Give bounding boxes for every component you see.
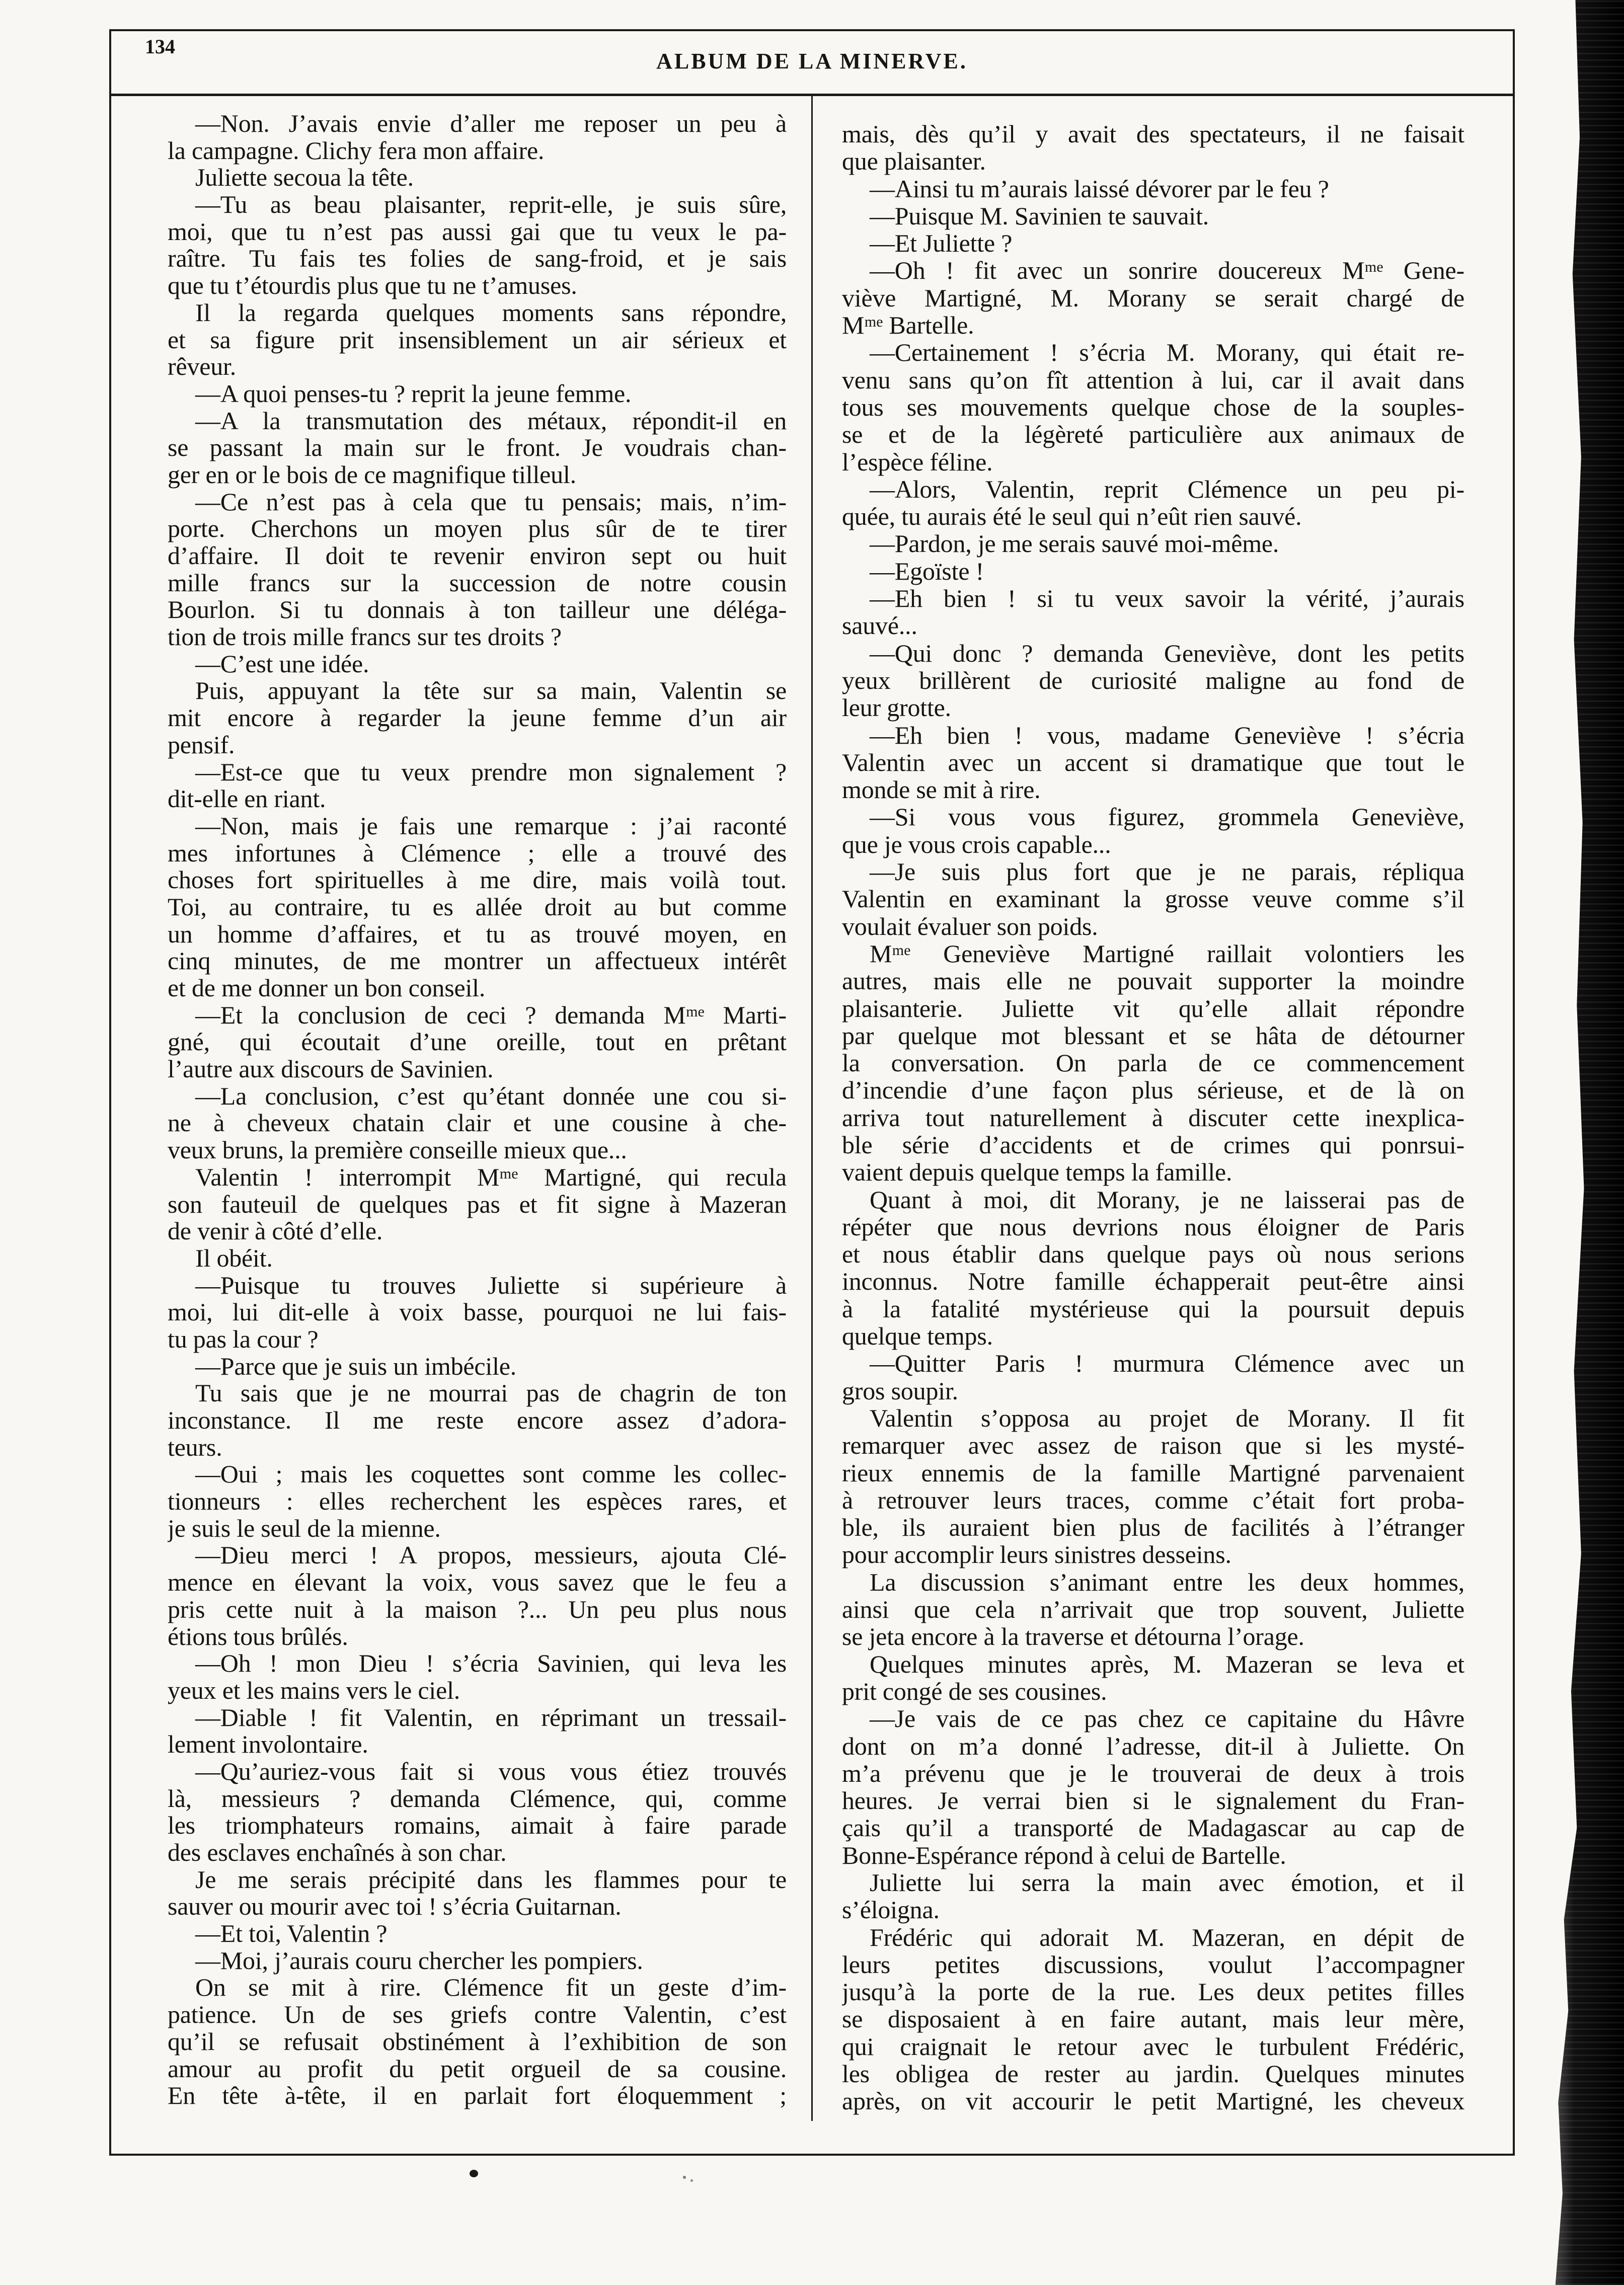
text-line: gné, qui écoutait d’une oreille, tout en prêtant (168, 1028, 787, 1056)
text-line: —La conclusion, c’est qu’étant donnée une cou si- (195, 1081, 787, 1110)
ink-speck (683, 2176, 686, 2179)
text-line: yeux brillèrent de curiosité maligne au fond de (842, 666, 1464, 694)
text-line: Quant à moi, dit Morany, je ne laisserai pas de (870, 1185, 1464, 1214)
text-line: —A la transmutation des métaux, répondit-il en (195, 406, 787, 435)
text-line: un homme d’affaires, et tu as trouvé moyen, en (168, 919, 787, 948)
text-line: moi, lui dit-elle à voix basse, pourquoi ne lui fais- (168, 1298, 787, 1326)
text-line: sauvé... (842, 611, 917, 640)
text-line: par quelque mot blessant et se hâta de détourner (842, 1021, 1464, 1050)
text-line: —A quoi penses-tu ? reprit la jeune femme. (195, 379, 632, 408)
text-line: tionneurs : elles recherchent les espèces rares, et (168, 1487, 787, 1516)
text-line: —Oh ! fit avec un sonrire doucereux Mᵐᵉ Gene- (870, 256, 1464, 285)
text-line: se disposaient à en faire autant, mais leur mère, (842, 2005, 1464, 2033)
text-line: yeux et les mains vers le ciel. (168, 1676, 460, 1704)
text-line: lement involontaire. (168, 1730, 368, 1759)
text-line: à retrouver leurs traces, comme c’était fort proba- (842, 1485, 1464, 1514)
text-line: patience. Un de ses griefs contre Valentin, c’est (168, 2000, 787, 2029)
text-line: tous ses mouvements quelque chose de la souples- (842, 392, 1464, 421)
paragraph (168, 1704, 787, 1758)
text-line: mille francs sur la succession de notre cousin (168, 568, 787, 597)
text-line: répéter que nous devrions nous éloigner de Paris (842, 1212, 1464, 1241)
text-line: —Et la conclusion de ceci ? demanda Mᵐᵉ Marti- (195, 1000, 787, 1029)
text-line: veux bruns, la première conseille mieux que... (168, 1136, 627, 1164)
text-line: des esclaves enchaînés à son char. (168, 1838, 507, 1866)
text-line: —Certainement ! s’écria M. Morany, qui était re- (870, 338, 1464, 367)
text-line: la campagne. Clichy fera mon affaire. (168, 136, 545, 165)
text-line: —C’est une idée. (195, 649, 369, 678)
text-line: leur grotte. (842, 693, 951, 722)
text-line: venu sans qu’on fît attention à lui, car il avait dans (842, 365, 1464, 394)
paragraph (842, 1350, 1464, 1404)
text-line: la conversation. On parla de ce commencement (842, 1049, 1464, 1077)
text-line: étions tous brûlés. (168, 1622, 348, 1650)
text-line: Valentin s’opposa au projet de Morany. Il fit (870, 1403, 1464, 1432)
text-line: Mᵐᵉ Bartelle. (842, 311, 974, 340)
frame-bottom-rule (109, 2154, 1515, 2156)
text-line: —Puisque M. Savinien te sauvait. (870, 201, 1209, 230)
scan-edge (1553, 0, 1624, 2285)
text-line: —Oui ; mais les coquettes sont comme les collec- (195, 1460, 787, 1488)
text-line: —Diable ! fit Valentin, en réprimant un tressail- (195, 1703, 787, 1731)
text-line: —Et toi, Valentin ? (195, 1919, 388, 1948)
paragraph (842, 476, 1464, 530)
text-line: pris cette nuit à la maison ?... Un peu plus nous (168, 1595, 787, 1623)
text-line: teurs. (168, 1433, 222, 1461)
text-line: mence en élevant la voix, vous savez que le feu a (168, 1568, 787, 1597)
text-line: m’a prévenu que je le trouverai de deux à trois (842, 1759, 1464, 1787)
text-line: —Alors, Valentin, reprit Clémence un peu pi- (870, 475, 1464, 503)
paragraph (168, 1542, 787, 1650)
paragraph (842, 120, 1464, 175)
text-line: tu pas la cour ? (168, 1324, 319, 1353)
page-number: 134 (145, 35, 175, 58)
text-line: choses fort spirituelles à me dire, mais voilà tout. (168, 865, 787, 894)
text-line: En tête à-tête, il en parlait fort éloquemment ; (168, 2081, 787, 2110)
text-line: monde se mit à rire. (842, 775, 1041, 804)
text-line: moi, que tu n’est pas aussi gai que tu veux le pa- (168, 217, 787, 246)
text-line: Mᵐᵉ Geneviève Martigné raillait volontiers les (870, 939, 1464, 968)
text-line: —Pardon, je me serais sauvé moi-même. (870, 529, 1279, 558)
ink-speck (690, 2179, 693, 2182)
text-line: Il obéit. (195, 1243, 273, 1272)
paragraph (168, 1947, 787, 1975)
paragraph (842, 640, 1464, 722)
text-line: Quelques minutes après, M. Mazeran se leva et (870, 1649, 1464, 1678)
text-line: —Et Juliette ? (870, 229, 1013, 258)
right-column (842, 120, 1464, 2133)
text-line: les obligea de rester au jardin. Quelques minutes (842, 2060, 1464, 2088)
paragraph (168, 1380, 787, 1461)
text-line: Je me serais précipité dans les flammes pour te (195, 1865, 787, 1894)
text-line: —Est-ce que tu veux prendre mon signalement ? (195, 757, 787, 786)
text-line: se jeta encore à la traverse et détourna l’orage. (842, 1622, 1304, 1651)
text-line: viève Martigné, M. Morany se serait chargé de (842, 283, 1464, 312)
text-line: Valentin en examinant la grosse veuve comme s’il (842, 885, 1464, 913)
text-line: Juliette secoua la tête. (195, 163, 414, 192)
text-line: ne à cheveux chatain clair et une cousine à che- (168, 1109, 787, 1137)
paragraph (842, 585, 1464, 640)
paragraph (168, 1920, 787, 1947)
text-line: qu’il se refusait obstinément à l’exhibition de son (168, 2027, 787, 2056)
paragraph (168, 1974, 787, 2109)
text-line: quée, tu aurais été le seul qui n’eût rien sauvé. (842, 502, 1302, 531)
ink-speck (470, 2170, 478, 2177)
text-line: —Ce n’est pas à cela que tu pensais; mais, n’im- (195, 487, 787, 516)
text-line: tion de trois mille francs sur tes droits ? (168, 622, 562, 651)
text-line: —Puisque tu trouves Juliette si supérieure à (195, 1271, 787, 1299)
paragraph (168, 299, 787, 380)
paragraph (168, 1461, 787, 1542)
text-line: —Moi, j’aurais couru chercher les pompiers. (195, 1946, 643, 1975)
paragraph (168, 408, 787, 489)
frame-left-rule (109, 29, 111, 2156)
text-line: Puis, appuyant la tête sur sa main, Valentin se (195, 676, 787, 705)
text-line: —Je vais de ce pas chez ce capitaine du Hâvre (870, 1704, 1464, 1733)
text-line: pensif. (168, 730, 235, 759)
paragraph (168, 813, 787, 1002)
text-line: La discussion s’animant entre les deux hommes, (870, 1567, 1464, 1596)
text-line: je suis le seul de la mienne. (168, 1514, 441, 1542)
text-line: raître. Tu fais tes folies de sang-froid, et je sais (168, 244, 787, 273)
column-divider (811, 96, 813, 2121)
text-line: —Egoïste ! (870, 557, 984, 585)
text-line: dont on m’a donné l’adresse, dit-il à Juliette. On (842, 1731, 1464, 1760)
paragraph (842, 1869, 1464, 1924)
paragraph (842, 1924, 1464, 2115)
text-line: autres, mais elle ne pouvait supporter la moindre (842, 967, 1464, 995)
text-line: rieux ennemis de la famille Martigné parvenaient (842, 1458, 1464, 1487)
paragraph (168, 677, 787, 758)
left-column (168, 110, 787, 2128)
paragraph (842, 858, 1464, 940)
text-line: Valentin ! interrompit Mᵐᵉ Martigné, qui recula (195, 1162, 787, 1191)
paragraph (168, 110, 787, 164)
text-line: —Eh bien ! si tu veux savoir la vérité, j’aurais (870, 584, 1464, 613)
text-line: après, on vit accourir le petit Martigné, les cheveux (842, 2087, 1464, 2115)
text-line: son fauteuil de quelques pas et fit signe à Mazeran (168, 1190, 787, 1218)
text-line: ble série d’accidents et de crimes qui ponrsui- (842, 1130, 1464, 1159)
text-line: —Qu’auriez-vous fait si vous vous étiez trouvés (195, 1757, 787, 1785)
text-line: heures. Je verrai bien si le signalement du Fran- (842, 1786, 1464, 1815)
text-line: l’autre aux discours de Savinien. (168, 1055, 494, 1083)
paragraph (168, 1758, 787, 1866)
text-line: là, messieurs ? demanda Clémence, qui, comme (168, 1784, 787, 1813)
paragraph (842, 530, 1464, 557)
paragraph (842, 257, 1464, 339)
paragraph (842, 803, 1464, 858)
paragraph (842, 175, 1464, 202)
paragraph (168, 164, 787, 191)
text-line: —Parce que je suis un imbécile. (195, 1352, 517, 1380)
text-line: et de me donner un bon conseil. (168, 974, 486, 1002)
text-line: se et de la légèreté particulière aux animaux de (842, 420, 1464, 449)
text-line: Frédéric qui adorait M. Mazeran, en dépit de (870, 1923, 1464, 1951)
paragraph (842, 1186, 1464, 1350)
text-line: —Ainsi tu m’aurais laissé dévorer par le feu ? (870, 174, 1329, 203)
text-line: les triomphateurs romains, aimait à faire parade (168, 1811, 787, 1840)
text-line: Toi, au contraire, tu es allée droit au but comme (168, 892, 787, 921)
paragraph (168, 1866, 787, 1920)
text-line: leurs petites discussions, voulut l’accompagner (842, 1950, 1464, 1979)
paragraph (168, 380, 787, 408)
paragraph (842, 940, 1464, 1186)
text-line: Bonne-Espérance répond à celui de Bartelle. (842, 1841, 1286, 1869)
text-line: ger en or le bois de ce magnifique tilleul. (168, 460, 576, 489)
text-line: çais qu’il a transporté de Madagascar au cap de (842, 1814, 1464, 1842)
text-line: Juliette lui serra la main avec émotion, et il (870, 1868, 1464, 1897)
text-line: porte. Cherchons un moyen plus sûr de te tirer (168, 514, 787, 543)
text-line: que je vous crois capable... (842, 830, 1111, 858)
paragraph (842, 229, 1464, 257)
text-line: —Je suis plus fort que je ne parais, répliqua (870, 857, 1464, 886)
text-line: inconstance. Il me reste encore assez d’adora- (168, 1406, 787, 1434)
text-line: d’affaire. Il doit te revenir environ sept ou huit (168, 541, 787, 570)
text-line: gros soupir. (842, 1376, 958, 1405)
text-line: que plaisanter. (842, 147, 986, 176)
text-line: —Dieu merci ! A propos, messieurs, ajouta Clé- (195, 1541, 787, 1569)
text-line: que tu t’étourdis plus que tu ne t’amuses. (168, 271, 577, 300)
text-line: dit-elle en riant. (168, 784, 326, 813)
paragraph (168, 1353, 787, 1380)
paragraph (168, 489, 787, 651)
text-line: Il la regarda quelques moments sans répondre, (195, 298, 787, 327)
text-line: Bourlon. Si tu donnais à ton tailleur une déléga- (168, 595, 787, 624)
text-line: ble, ils auraient bien plus de facilités à l’étranger (842, 1513, 1464, 1542)
text-line: On se mit à rire. Clémence fit un geste d’im- (195, 1973, 787, 2002)
text-line: —Quitter Paris ! murmura Clémence avec un (870, 1349, 1464, 1378)
text-line: à la fatalité mystérieuse qui la poursuit depuis (842, 1294, 1464, 1323)
text-line: Tu sais que je ne mourrai pas de chagrin de ton (195, 1379, 787, 1407)
text-line: et nous établir dans quelque pays où nous serions (842, 1240, 1464, 1269)
text-line: mit encore à regarder la jeune femme d’un air (168, 703, 787, 732)
text-line: quelque temps. (842, 1322, 993, 1351)
text-line: —Qui donc ? demanda Geneviève, dont les petits (870, 639, 1464, 667)
text-line: arriva tout naturellement à discuter cette inexplica- (842, 1103, 1464, 1132)
paragraph (168, 1083, 787, 1164)
frame-top-rule (109, 29, 1515, 31)
paragraph (168, 1272, 787, 1353)
text-line: rêveur. (168, 352, 237, 381)
text-line: qui craignait le retour avec le turbulent Frédéric, (842, 2032, 1464, 2061)
text-line: Valentin avec un accent si dramatique que tout le (842, 748, 1464, 776)
text-line: de venir à côté d’elle. (168, 1217, 383, 1245)
paragraph (842, 202, 1464, 229)
frame-right-rule (1513, 29, 1515, 2156)
paragraph (168, 191, 787, 299)
text-line: mais, dès qu’il y avait des spectateurs, il ne faisait (842, 120, 1464, 148)
text-line: —Tu as beau plaisanter, reprit-elle, je suis sûre, (195, 190, 787, 219)
text-line: plaisanterie. Juliette vit qu’elle allait répondre (842, 994, 1464, 1022)
text-line: —Non. J’avais envie d’aller me reposer un peu à (195, 110, 787, 137)
paragraph (842, 558, 1464, 585)
text-line: vaient depuis quelque temps la famille. (842, 1158, 1232, 1187)
text-line: remarquer avec assez de raison que si les mysté- (842, 1431, 1464, 1460)
paragraph (168, 1650, 787, 1704)
paragraph (168, 759, 787, 813)
text-line: s’éloigna. (842, 1896, 940, 1924)
paragraph (168, 1245, 787, 1272)
text-line: d’incendie d’une façon plus sérieuse, et de là on (842, 1076, 1464, 1105)
text-line: mes infortunes à Clémence ; elle a trouvé des (168, 838, 787, 867)
text-line: cinq minutes, de me montrer un affectueux intérêt (168, 947, 787, 975)
paragraph (168, 1002, 787, 1083)
text-line: inconnus. Notre famille échapperait peut-être ainsi (842, 1267, 1464, 1296)
paragraph (842, 339, 1464, 475)
text-line: l’espèce féline. (842, 447, 993, 476)
paragraph (842, 1404, 1464, 1568)
text-line: prit congé de ses cousines. (842, 1677, 1107, 1705)
text-line: sauver ou mourir avec toi ! s’écria Guitarnan. (168, 1892, 622, 1921)
text-line: —Eh bien ! vous, madame Geneviève ! s’écria (870, 721, 1464, 749)
text-line: voulait évaluer son poids. (842, 912, 1098, 940)
text-line: jusqu’à la porte de la rue. Les deux petites filles (842, 1978, 1464, 2006)
paragraph (842, 722, 1464, 804)
text-line: et sa figure prit insensiblement un air sérieux et (168, 325, 787, 354)
paragraph (842, 1705, 1464, 1869)
running-title: ALBUM DE LA MINERVE. (656, 49, 968, 73)
text-line: —Oh ! mon Dieu ! s’écria Savinien, qui leva les (195, 1649, 787, 1678)
text-line: se passant la main sur le front. Je voudrais chan- (168, 433, 787, 462)
text-line: amour au profit du petit orgueil de sa cousine. (168, 2054, 787, 2083)
paragraph (842, 1568, 1464, 1650)
text-line: —Non, mais je fais une remarque : j’ai raconté (195, 811, 787, 840)
text-line: pour accomplir leurs sinistres desseins. (842, 1540, 1231, 1569)
text-line: ainsi que cela n’arrivait que trop souvent, Juliette (842, 1595, 1464, 1624)
text-line: —Si vous vous figurez, grommela Geneviève, (870, 803, 1464, 831)
paragraph (168, 1164, 787, 1245)
paragraph (168, 651, 787, 678)
paragraph (842, 1650, 1464, 1705)
